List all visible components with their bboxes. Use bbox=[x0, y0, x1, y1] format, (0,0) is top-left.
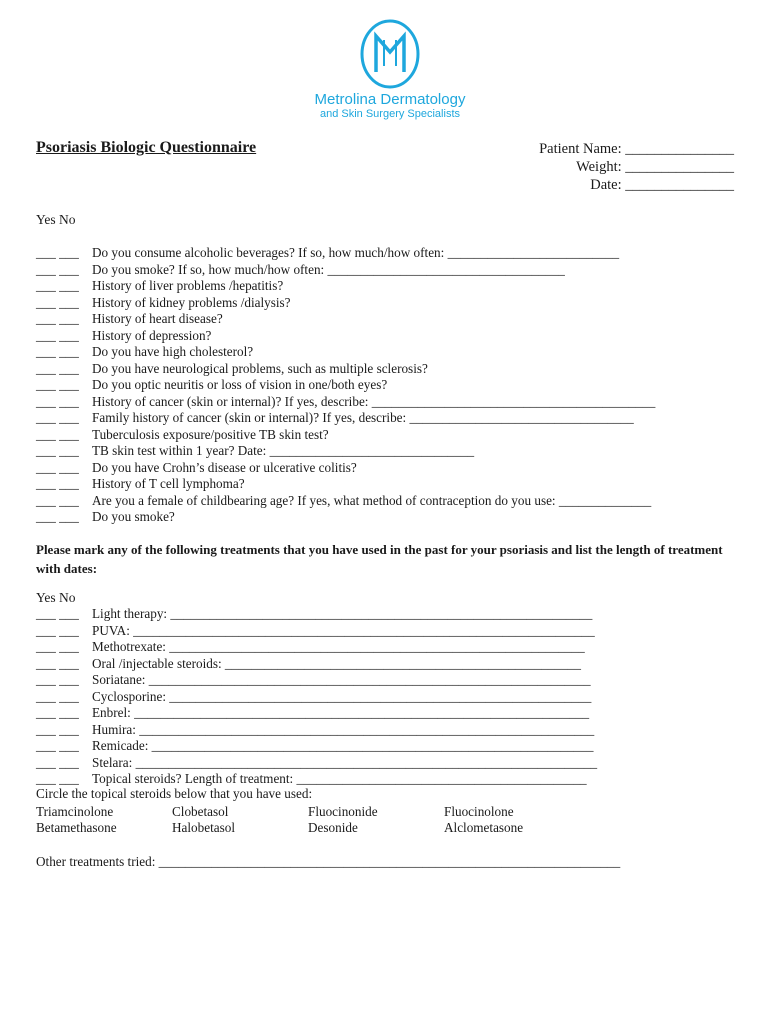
steroid-option[interactable]: Halobetasol bbox=[172, 820, 235, 835]
yes-no-blanks[interactable]: ___ ___ bbox=[36, 311, 79, 326]
treatment-item-text: Cyclosporine: ________________________________________________________________ bbox=[92, 688, 592, 704]
question-item-text: Are you a female of childbearing age? If yes, what method of contraception do you use: ______________ bbox=[92, 492, 652, 508]
question-item bbox=[36, 262, 655, 279]
page-title: Psoriasis Biologic Questionnaire bbox=[36, 139, 257, 156]
logo-line1: Metrolina Dermatology bbox=[314, 91, 466, 108]
treatment-item-text: Humira: _____________________________________________________________________ bbox=[92, 721, 595, 737]
question-item bbox=[36, 460, 655, 477]
steroid-option[interactable]: Desonide bbox=[308, 820, 358, 835]
treatment-item bbox=[36, 689, 597, 706]
treatment-item-text: Methotrexate: _______________________________________________________________ bbox=[92, 639, 585, 654]
question-item-text: Do you consume alcoholic beverages? If so, how much/how often: __________________________ bbox=[92, 245, 620, 260]
yes-no-blanks[interactable]: ___ ___ bbox=[36, 606, 79, 621]
steroid-row bbox=[36, 804, 580, 820]
question-item-text: Do you have Crohn’s disease or ulcerative colitis? bbox=[92, 459, 357, 475]
question-item bbox=[36, 493, 655, 510]
treatment-item bbox=[36, 639, 597, 656]
treatment-item-text: Stelara: ______________________________________________________________________ bbox=[92, 754, 598, 770]
question-item-text: Family history of cancer (skin or internal)? If yes, describe: __________________________________ bbox=[92, 410, 634, 425]
treatment-item bbox=[36, 606, 597, 623]
yes-no-blanks[interactable]: ___ ___ bbox=[36, 344, 79, 359]
question-item bbox=[36, 344, 655, 361]
logo-mark-icon bbox=[359, 18, 421, 90]
yes-no-blanks[interactable]: ___ ___ bbox=[36, 738, 79, 753]
steroid-grid bbox=[36, 804, 580, 836]
yes-no-blanks[interactable]: ___ ___ bbox=[36, 410, 79, 425]
yes-no-blanks[interactable]: ___ ___ bbox=[36, 705, 79, 720]
treatment-item-text: Oral /injectable steroids: ______________________________________________________ bbox=[92, 655, 581, 671]
yes-no-blanks[interactable]: ___ ___ bbox=[36, 655, 79, 671]
question-item-text: History of heart disease? bbox=[92, 311, 223, 326]
question-item-text: History of depression? bbox=[92, 327, 212, 343]
clinic-logo bbox=[300, 18, 480, 123]
question-item-text: History of cancer (skin or internal)? If yes, describe: ___________________________________________ bbox=[92, 393, 656, 409]
treatment-item-text: Soriatane: ___________________________________________________________________ bbox=[92, 672, 591, 687]
treatment-instruction: Please mark any of the following treatments that you have used in the past for your psoriasis and list the length of treatment with dates: bbox=[36, 542, 723, 576]
question-item-text: History of liver problems /hepatitis? bbox=[92, 278, 284, 293]
yes-no-blanks[interactable]: ___ ___ bbox=[36, 327, 79, 343]
treatment-item bbox=[36, 623, 597, 640]
treatment-item bbox=[36, 705, 597, 722]
treatment-item-text: Light therapy: ________________________________________________________________ bbox=[92, 606, 593, 621]
question-item bbox=[36, 377, 655, 394]
yes-no-blanks[interactable]: ___ ___ bbox=[36, 476, 79, 491]
yes-no-blanks[interactable]: ___ ___ bbox=[36, 688, 79, 704]
question-item-text: Do you smoke? If so, how much/how often: ____________________________________ bbox=[92, 261, 565, 277]
question-item bbox=[36, 410, 655, 427]
steroid-option[interactable]: Betamethasone bbox=[36, 820, 117, 835]
yes-no-blanks[interactable]: ___ ___ bbox=[36, 622, 79, 638]
patient-name-field[interactable]: Patient Name: _______________ bbox=[539, 141, 734, 157]
patient-info bbox=[539, 140, 734, 194]
yes-no-blanks[interactable]: ___ ___ bbox=[36, 360, 79, 376]
treatment-item bbox=[36, 722, 597, 739]
other-treatments-field[interactable]: Other treatments tried: ______________________________________________________________________ bbox=[36, 854, 621, 869]
question-item bbox=[36, 295, 655, 312]
steroid-option[interactable]: Fluocinonide bbox=[308, 804, 378, 819]
yes-no-blanks[interactable]: ___ ___ bbox=[36, 261, 79, 277]
question-item bbox=[36, 427, 655, 444]
question-item bbox=[36, 509, 655, 526]
treatment-item-text: Topical steroids? Length of treatment: ____________________________________________ bbox=[92, 771, 587, 786]
yes-no-blanks[interactable]: ___ ___ bbox=[36, 639, 79, 654]
question-item-text: History of kidney problems /dialysis? bbox=[92, 294, 291, 310]
yes-no-blanks[interactable]: ___ ___ bbox=[36, 492, 79, 508]
question-item-text: Do you smoke? bbox=[92, 509, 175, 524]
steroid-option[interactable]: Alclometasone bbox=[444, 820, 524, 835]
yes-no-blanks[interactable]: ___ ___ bbox=[36, 672, 79, 687]
treatment-item-text: Enbrel: _____________________________________________________________________ bbox=[92, 705, 590, 720]
yes-no-header: Yes No bbox=[36, 212, 76, 227]
circle-steroids-label: Circle the topical steroids below that you have used: bbox=[36, 786, 313, 801]
yes-no-blanks[interactable]: ___ ___ bbox=[36, 294, 79, 310]
yes-no-header-treatments: Yes No bbox=[36, 590, 76, 605]
question-item-text: Tuberculosis exposure/positive TB skin test? bbox=[92, 426, 329, 442]
treatment-item bbox=[36, 738, 597, 755]
yes-no-blanks[interactable]: ___ ___ bbox=[36, 245, 79, 260]
steroid-option[interactable]: Fluocinolone bbox=[444, 804, 514, 819]
yes-no-blanks[interactable]: ___ ___ bbox=[36, 393, 79, 409]
treatment-list bbox=[36, 606, 597, 788]
question-item-text: TB skin test within 1 year? Date: _______________________________ bbox=[92, 443, 475, 458]
steroid-row bbox=[36, 820, 580, 836]
treatment-item-text: Remicade: ___________________________________________________________________ bbox=[92, 738, 594, 753]
question-item bbox=[36, 443, 655, 460]
question-item-text: Do you have neurological problems, such as multiple sclerosis? bbox=[92, 360, 428, 376]
question-item bbox=[36, 328, 655, 345]
question-list bbox=[36, 245, 655, 526]
steroid-option[interactable]: Triamcinolone bbox=[36, 804, 114, 819]
question-item bbox=[36, 278, 655, 295]
yes-no-blanks[interactable]: ___ ___ bbox=[36, 754, 79, 770]
treatment-item bbox=[36, 672, 597, 689]
question-item-text: Do you optic neuritis or loss of vision in one/both eyes? bbox=[92, 377, 388, 392]
question-item bbox=[36, 361, 655, 378]
steroid-option[interactable]: Clobetasol bbox=[172, 804, 229, 819]
treatment-item bbox=[36, 755, 597, 772]
question-item bbox=[36, 245, 655, 262]
treatment-item bbox=[36, 656, 597, 673]
yes-no-blanks[interactable]: ___ ___ bbox=[36, 459, 79, 475]
yes-no-blanks[interactable]: ___ ___ bbox=[36, 771, 79, 786]
weight-field[interactable]: Weight: _______________ bbox=[576, 159, 734, 175]
yes-no-blanks[interactable]: ___ ___ bbox=[36, 278, 79, 293]
question-item-text: Do you have high cholesterol? bbox=[92, 344, 254, 359]
question-item bbox=[36, 476, 655, 493]
logo-line2: and Skin Surgery Specialists bbox=[319, 108, 460, 120]
date-field[interactable]: Date: _______________ bbox=[590, 177, 734, 193]
question-item-text: History of T cell lymphoma? bbox=[92, 476, 245, 491]
yes-no-blanks[interactable]: ___ ___ bbox=[36, 426, 79, 442]
yes-no-blanks[interactable]: ___ ___ bbox=[36, 509, 79, 524]
question-item bbox=[36, 311, 655, 328]
yes-no-blanks[interactable]: ___ ___ bbox=[36, 721, 79, 737]
yes-no-blanks[interactable]: ___ ___ bbox=[36, 377, 79, 392]
yes-no-blanks[interactable]: ___ ___ bbox=[36, 443, 79, 458]
question-item bbox=[36, 394, 655, 411]
treatment-item-text: PUVA: ______________________________________________________________________ bbox=[92, 622, 595, 638]
